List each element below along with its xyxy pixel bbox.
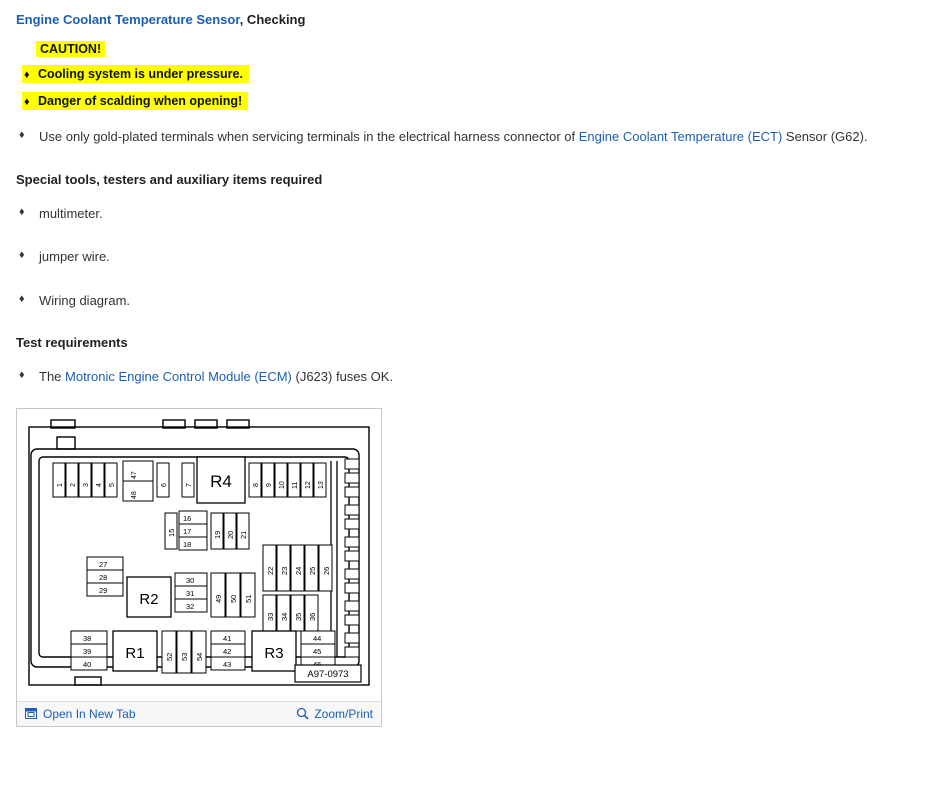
list-item bbox=[16, 248, 935, 266]
svg-text:34: 34 bbox=[280, 612, 289, 621]
svg-text:5: 5 bbox=[109, 482, 116, 487]
caution-bullet-icon: ♦ bbox=[24, 69, 30, 81]
svg-text:2: 2 bbox=[70, 482, 77, 487]
caution-text-2: Danger of scalding when opening! bbox=[38, 94, 243, 108]
caution-line-2 bbox=[22, 92, 248, 110]
figure-toolbar bbox=[17, 701, 381, 726]
magnifier-icon bbox=[296, 707, 309, 720]
svg-text:3: 3 bbox=[83, 482, 90, 487]
page-title-link[interactable]: Engine Coolant Temperature Sensor bbox=[16, 12, 240, 27]
svg-text:25: 25 bbox=[308, 566, 317, 575]
caution-line bbox=[22, 65, 935, 83]
svg-text:9: 9 bbox=[266, 482, 273, 487]
list-item-label: multimeter. bbox=[39, 205, 103, 221]
svg-text:54: 54 bbox=[195, 652, 204, 661]
svg-text:26: 26 bbox=[322, 566, 331, 575]
section-heading-tools: Special tools, testers and auxiliary items required bbox=[16, 171, 323, 187]
svg-text:51: 51 bbox=[244, 594, 253, 603]
page-title-rest: , Checking bbox=[239, 12, 306, 27]
svg-text:39: 39 bbox=[83, 646, 92, 656]
svg-text:42: 42 bbox=[223, 646, 232, 656]
svg-text:21: 21 bbox=[239, 530, 248, 539]
svg-text:10: 10 bbox=[279, 480, 286, 489]
zoom-print-button[interactable] bbox=[296, 707, 373, 721]
svg-text:31: 31 bbox=[186, 588, 195, 598]
open-in-new-tab-label: Open In New Tab bbox=[43, 706, 136, 721]
svg-text:40: 40 bbox=[83, 659, 92, 669]
caution-heading-row bbox=[36, 41, 935, 57]
svg-text:R2: R2 bbox=[139, 590, 159, 608]
external-window-icon bbox=[25, 707, 38, 720]
note-text-post: Sensor (G62). bbox=[782, 129, 868, 144]
svg-text:28: 28 bbox=[99, 572, 108, 582]
caution-text-1: Cooling system is under pressure. bbox=[38, 67, 243, 81]
svg-text:22: 22 bbox=[266, 566, 275, 575]
caution-line-1 bbox=[22, 65, 249, 83]
svg-text:19: 19 bbox=[213, 530, 222, 539]
caution-block bbox=[22, 41, 935, 110]
page-title bbox=[16, 12, 935, 27]
note-text-pre: Use only gold-plated terminals when servicing terminals in the electrical harness connector of bbox=[39, 129, 579, 144]
svg-text:6: 6 bbox=[161, 482, 168, 487]
bullet-icon: ♦ bbox=[19, 369, 25, 382]
svg-text:20: 20 bbox=[226, 530, 235, 539]
svg-text:R1: R1 bbox=[125, 644, 145, 662]
svg-text:13: 13 bbox=[318, 480, 325, 489]
svg-text:49: 49 bbox=[214, 594, 223, 603]
bullet-icon: ♦ bbox=[19, 205, 25, 218]
svg-text:32: 32 bbox=[186, 601, 195, 611]
svg-text:16: 16 bbox=[183, 513, 192, 523]
svg-text:15: 15 bbox=[167, 528, 176, 537]
list-item-label bbox=[39, 368, 935, 386]
list-item bbox=[16, 292, 935, 310]
list-item-label: Wiring diagram. bbox=[39, 292, 131, 308]
svg-text:36: 36 bbox=[308, 612, 317, 621]
svg-text:35: 35 bbox=[294, 612, 303, 621]
svg-text:27: 27 bbox=[99, 559, 108, 569]
svg-text:50: 50 bbox=[229, 594, 238, 603]
note-text bbox=[39, 128, 935, 146]
list-item bbox=[16, 368, 935, 386]
svg-text:30: 30 bbox=[186, 575, 195, 585]
svg-text:A97-0973: A97-0973 bbox=[307, 668, 349, 680]
svg-text:4: 4 bbox=[96, 482, 103, 487]
svg-text:8: 8 bbox=[253, 482, 260, 487]
svg-text:38: 38 bbox=[83, 633, 92, 643]
svg-text:48: 48 bbox=[131, 490, 138, 499]
svg-text:29: 29 bbox=[99, 585, 108, 595]
caution-bullet-icon: ♦ bbox=[24, 96, 30, 108]
svg-text:24: 24 bbox=[294, 566, 303, 575]
svg-text:23: 23 bbox=[280, 566, 289, 575]
svg-text:43: 43 bbox=[223, 659, 232, 669]
figure-image[interactable] bbox=[17, 409, 381, 701]
svg-text:47: 47 bbox=[131, 470, 138, 479]
svg-text:12: 12 bbox=[305, 480, 312, 489]
list-item bbox=[16, 205, 935, 223]
svg-text:R4: R4 bbox=[210, 471, 232, 491]
test-text-post: (J623) fuses OK. bbox=[291, 369, 394, 385]
bullet-icon: ♦ bbox=[19, 292, 25, 305]
bullet-icon: ♦ bbox=[19, 129, 25, 141]
svg-text:44: 44 bbox=[313, 633, 322, 643]
svg-text:52: 52 bbox=[165, 652, 174, 661]
svg-text:53: 53 bbox=[180, 652, 189, 661]
zoom-print-label: Zoom/Print bbox=[314, 706, 373, 721]
svg-text:41: 41 bbox=[223, 633, 232, 643]
open-in-new-tab-button[interactable] bbox=[25, 707, 136, 721]
ect-link[interactable]: Engine Coolant Temperature (ECT) bbox=[578, 129, 783, 144]
test-text-pre: The bbox=[39, 369, 66, 385]
svg-text:18: 18 bbox=[183, 539, 192, 549]
svg-text:R3: R3 bbox=[264, 644, 284, 662]
bullet-icon: ♦ bbox=[19, 249, 25, 262]
figure-container bbox=[16, 408, 382, 727]
svg-text:7: 7 bbox=[186, 482, 193, 487]
section-heading-test: Test requirements bbox=[16, 335, 128, 351]
svg-text:17: 17 bbox=[183, 526, 192, 536]
caution-line bbox=[22, 92, 935, 110]
svg-text:11: 11 bbox=[292, 481, 299, 489]
ecm-link[interactable]: Motronic Engine Control Module (ECM) bbox=[65, 369, 292, 385]
svg-text:1: 1 bbox=[57, 482, 64, 487]
svg-text:45: 45 bbox=[313, 646, 322, 656]
list-item-label: jumper wire. bbox=[39, 249, 110, 265]
note-item bbox=[16, 128, 935, 146]
svg-text:33: 33 bbox=[266, 612, 275, 621]
caution-heading: CAUTION! bbox=[36, 41, 105, 57]
